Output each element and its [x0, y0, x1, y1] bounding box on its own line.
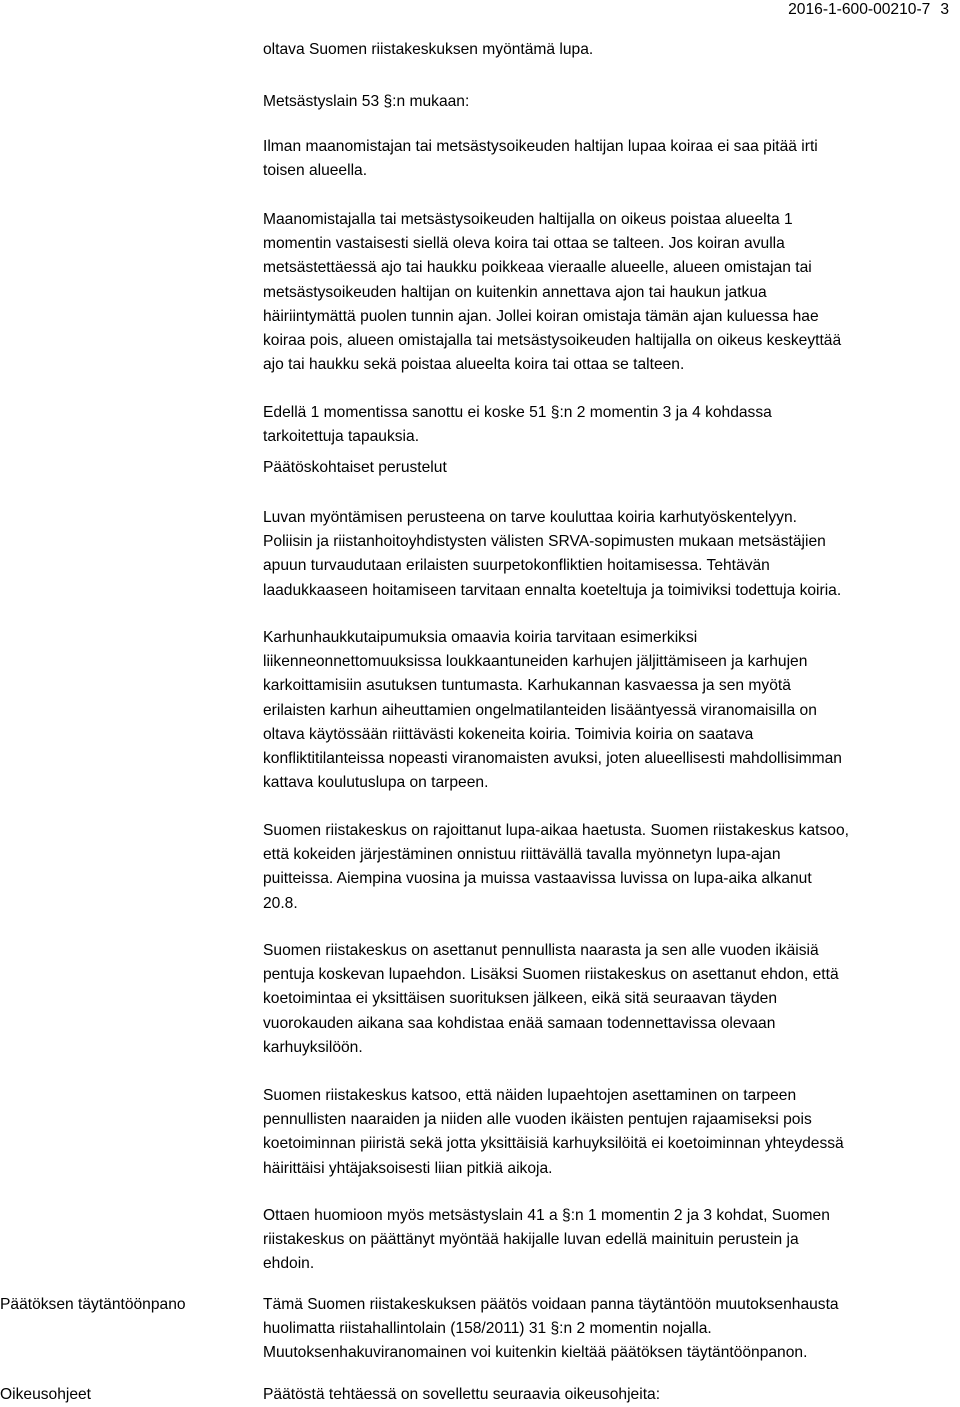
text-line: Päätöskohtaiset perustelut: [263, 459, 447, 476]
paragraph: [263, 208, 947, 377]
text-line: momentin vastaisesti siellä oleva koira tai ottaa se talteen. Jos koiran avulla: [263, 235, 785, 253]
paragraph: [263, 456, 947, 480]
text-line: Poliisin ja riistanhoitoyhdistysten välisten SRVA-sopimusten mukaan metsästäjien: [263, 533, 826, 551]
text-line: Karhunhaukkutaipumuksia omaavia koiria tarvitaan esimerkiksi: [263, 629, 698, 646]
paragraph: [263, 1084, 947, 1181]
text-line: että kokeiden järjestäminen onnistuu riittävällä tavalla myönnetyn lupa-ajan: [263, 846, 781, 864]
paragraph: [263, 38, 947, 62]
text-line: pentuja koskevan lupaehdon. Lisäksi Suomen riistakeskus on asettanut ehdon, että: [263, 966, 839, 984]
paragraph: [263, 1383, 947, 1407]
paragraph: [263, 90, 947, 114]
page-number: 3: [940, 1, 949, 18]
text-line: Ilman maanomistajan tai metsästysoikeuden haltijan lupaa koiraa ei saa pitää irti: [263, 138, 818, 155]
text-line: huolimatta riistahallintolain (158/2011) 31 §:n 2 momentin nojalla.: [263, 1320, 712, 1338]
text-line: toisen alueella.: [263, 162, 368, 180]
text-line: erilaisten karhun aiheuttamien ongelmatilanteiden lisääntyessä viranomaisilla on: [263, 701, 817, 719]
paragraph: [263, 135, 947, 183]
text-line: puitteissa. Aiempina vuosina ja muissa vastaavissa luvissa on lupa-aika alkanut: [263, 870, 812, 888]
text-line: häirittäisi yhtäjaksoisesti liian pitkiä aikoja.: [263, 1159, 553, 1177]
text-line: Muutoksenhakuviranomainen voi kuitenkin kieltää päätöksen täytäntöönpanon.: [263, 1344, 808, 1362]
text-line: metsästysoikeuden haltijan on kuitenkin annettava ajon tai haukun jatkua: [263, 283, 767, 301]
text-line: liikenneonnettomuuksissa loukkaantuneiden karhujen jäljittämiseen ja karhujen: [263, 653, 808, 671]
text-line: Tämä Suomen riistakeskuksen päätös voidaan panna täytäntöön muutoksenhausta: [263, 1296, 839, 1313]
text-line: apuun turvaudutaan erilaisten suurpetokonfliktien hoitamisessa. Tehtävän: [263, 557, 770, 575]
text-line: oltava käytössään riittävästi kokeneita koiria. Toimivia koiria on saatava: [263, 725, 754, 743]
text-line: konfliktitilanteissa nopeasti viranomaisten avuksi, joten alueellisesti mahdollisimman: [263, 749, 842, 767]
text-line: koetoiminnan piiristä sekä jotta yksittäisiä karhuyksilöitä ei koetoiminnan yhteydessä: [263, 1135, 844, 1153]
paragraph: [263, 626, 947, 795]
text-line: 20.8.: [263, 894, 298, 912]
text-line: Suomen riistakeskus on asettanut pennullista naarasta ja sen alle vuoden ikäisiä: [263, 942, 819, 959]
text-line: Päätöstä tehtäessä on sovellettu seuraavia oikeusohjeita:: [263, 1386, 661, 1403]
paragraph: [263, 939, 947, 1060]
page-header: [788, 1, 949, 19]
side-heading: Päätöksen täytäntöönpano: [0, 1296, 186, 1313]
paragraph: [263, 401, 947, 449]
text-line: karkoittamisiin asutuksen tuntumasta. Karhukannan kasvaessa ja sen myötä: [263, 677, 791, 695]
text-line: Maanomistajalla tai metsästysoikeuden haltijalla on oikeus poistaa alueelta 1: [263, 211, 793, 228]
text-line: Ottaen huomioon myös metsästyslain 41 a §:n 1 momentin 2 ja 3 kohdat, Suomen: [263, 1207, 830, 1224]
text-line: Edellä 1 momentissa sanottu ei koske 51 §:n 2 momentin 3 ja 4 kohdassa: [263, 404, 772, 421]
paragraph: [263, 819, 947, 916]
text-line: kattava koulutuslupa on tarpeen.: [263, 774, 489, 792]
text-line: ehdoin.: [263, 1255, 315, 1273]
text-line: Luvan myöntämisen perusteena on tarve kouluttaa koiria karhutyöskentelyyn.: [263, 509, 797, 526]
text-line: Suomen riistakeskus on rajoittanut lupa-aikaa haetusta. Suomen riistakeskus katsoo,: [263, 822, 849, 839]
paragraph: [263, 1204, 947, 1277]
text-line: tarkoitettuja tapauksia.: [263, 428, 420, 446]
paragraph: [263, 1293, 947, 1366]
text-line: häiriintymättä puolen tunnin ajan. Jollei koiran omistaja tämän ajan kuluessa hae: [263, 307, 819, 325]
text-line: riistakeskus on päättänyt myöntää hakijalle luvan edellä mainituin perustein ja: [263, 1231, 799, 1249]
text-line: ajo tai haukku sekä poistaa alueelta koira tai ottaa se talteen.: [263, 356, 685, 374]
text-line: laadukkaaseen hoitamiseen tarvitaan ennalta koeteltuja ja toimiviksi todettuja koiria.: [263, 581, 842, 599]
text-line: karhuyksilöön.: [263, 1038, 363, 1056]
text-line: metsästettäessä ajo tai haukku poikkeaa vieraalle alueelle, alueen omistajan tai: [263, 259, 812, 277]
side-heading: Oikeusohjeet: [0, 1386, 92, 1403]
text-line: koiraa pois, alueen omistajalla tai metsästysoikeuden haltijalla on oikeus keskeyttää: [263, 331, 842, 349]
text-line: Metsästyslain 53 §:n mukaan:: [263, 93, 470, 110]
text-line: pennullisten naaraiden ja niiden alle vuoden ikäisten pentujen rajaamiseksi pois: [263, 1111, 812, 1129]
text-line: Suomen riistakeskus katsoo, että näiden lupaehtojen asettaminen on tarpeen: [263, 1087, 797, 1104]
text-line: koetoimintaa ei yksittäisen suorituksen jälkeen, eikä sitä seuraavan täyden: [263, 990, 778, 1008]
text-line: vuorokauden aikana saa kohdistaa enää samaan todennettavissa olevaan: [263, 1014, 776, 1032]
document-id: 2016-1-600-00210-7: [788, 1, 931, 18]
paragraph: [263, 506, 947, 603]
text-line: oltava Suomen riistakeskuksen myöntämä lupa.: [263, 41, 594, 58]
